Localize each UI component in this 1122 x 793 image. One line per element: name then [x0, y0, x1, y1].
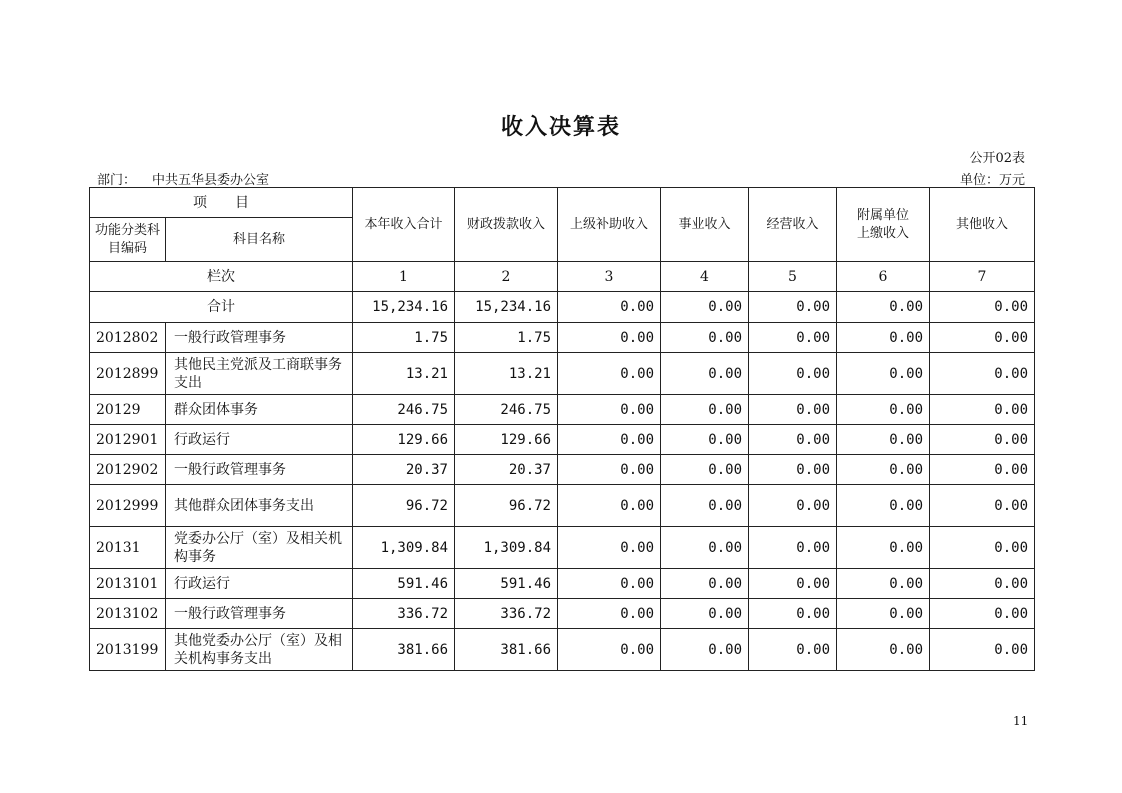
amount-cell: 0.00 — [837, 353, 930, 395]
department-label: 部门： — [97, 173, 137, 188]
amount-cell: 96.72 — [353, 485, 455, 527]
amount-cell: 96.72 — [455, 485, 558, 527]
amount-cell: 0.00 — [661, 527, 749, 569]
table-row — [90, 395, 1035, 425]
amount-cell: 0.00 — [930, 455, 1035, 485]
func-code-cell: 2012901 — [90, 425, 166, 455]
func-code-cell: 2012999 — [90, 485, 166, 527]
func-code-cell: 2012902 — [90, 455, 166, 485]
total-value: 0.00 — [930, 292, 1035, 323]
amount-cell: 0.00 — [749, 599, 837, 629]
amount-cell: 0.00 — [837, 569, 930, 599]
subject-name-cell: 一般行政管理事务 — [166, 455, 353, 485]
subject-name-cell: 党委办公厅（室）及相关机构事务 — [166, 527, 353, 569]
total-label: 合计 — [90, 292, 353, 323]
amount-cell: 0.00 — [837, 425, 930, 455]
amount-cell: 0.00 — [930, 323, 1035, 353]
amount-cell: 0.00 — [749, 455, 837, 485]
amount-cell: 0.00 — [661, 395, 749, 425]
table-row — [90, 629, 1035, 671]
header-total: 本年收入合计 — [353, 188, 455, 262]
amount-cell: 0.00 — [661, 629, 749, 671]
subject-name-cell: 一般行政管理事务 — [166, 599, 353, 629]
table-row — [90, 569, 1035, 599]
table-row — [90, 599, 1035, 629]
amount-cell: 0.00 — [930, 629, 1035, 671]
total-value: 0.00 — [749, 292, 837, 323]
amount-cell: 0.00 — [930, 599, 1035, 629]
amount-cell: 0.00 — [837, 323, 930, 353]
amount-cell: 1,309.84 — [353, 527, 455, 569]
amount-cell: 0.00 — [749, 395, 837, 425]
amount-cell: 0.00 — [661, 599, 749, 629]
table-row — [90, 527, 1035, 569]
table-row — [90, 353, 1035, 395]
header-affiliated: 附属单位上缴收入 — [837, 188, 930, 262]
header-fiscal: 财政拨款收入 — [455, 188, 558, 262]
amount-cell: 381.66 — [353, 629, 455, 671]
amount-cell: 0.00 — [661, 353, 749, 395]
amount-cell: 1.75 — [455, 323, 558, 353]
amount-cell: 0.00 — [749, 425, 837, 455]
amount-cell: 0.00 — [837, 527, 930, 569]
unit-label: 单位：万元 — [959, 173, 1025, 188]
column-number: 4 — [661, 262, 749, 292]
form-number: 公开02表 — [969, 151, 1025, 166]
table-row — [90, 455, 1035, 485]
table-row — [90, 485, 1035, 527]
func-code-cell: 2012802 — [90, 323, 166, 353]
header-other: 其他收入 — [930, 188, 1035, 262]
amount-cell: 0.00 — [558, 425, 661, 455]
amount-cell: 0.00 — [837, 395, 930, 425]
amount-cell: 0.00 — [661, 455, 749, 485]
func-code-cell: 2013102 — [90, 599, 166, 629]
amount-cell: 0.00 — [930, 353, 1035, 395]
amount-cell: 0.00 — [661, 485, 749, 527]
amount-cell: 0.00 — [749, 527, 837, 569]
total-value: 15,234.16 — [455, 292, 558, 323]
amount-cell: 20.37 — [353, 455, 455, 485]
amount-cell: 0.00 — [749, 485, 837, 527]
amount-cell: 0.00 — [558, 599, 661, 629]
column-number-label: 栏次 — [90, 262, 353, 292]
func-code-cell: 2012899 — [90, 353, 166, 395]
amount-cell: 0.00 — [661, 425, 749, 455]
column-number: 3 — [558, 262, 661, 292]
amount-cell: 0.00 — [837, 485, 930, 527]
amount-cell: 0.00 — [558, 527, 661, 569]
amount-cell: 129.66 — [455, 425, 558, 455]
amount-cell: 0.00 — [930, 527, 1035, 569]
func-code-cell: 20131 — [90, 527, 166, 569]
subject-name-cell: 其他民主党派及工商联事务支出 — [166, 353, 353, 395]
subject-name-cell: 一般行政管理事务 — [166, 323, 353, 353]
amount-cell: 246.75 — [353, 395, 455, 425]
amount-cell: 591.46 — [353, 569, 455, 599]
func-code-cell: 2013101 — [90, 569, 166, 599]
amount-cell: 0.00 — [558, 629, 661, 671]
income-statement-table — [89, 187, 1035, 671]
amount-cell: 0.00 — [837, 599, 930, 629]
column-number: 1 — [353, 262, 455, 292]
page-title: 收入决算表 — [500, 114, 621, 140]
total-value: 0.00 — [661, 292, 749, 323]
column-number: 7 — [930, 262, 1035, 292]
column-number: 2 — [455, 262, 558, 292]
column-number: 5 — [749, 262, 837, 292]
subject-name-cell: 行政运行 — [166, 425, 353, 455]
amount-cell: 0.00 — [749, 629, 837, 671]
header-business: 事业收入 — [661, 188, 749, 262]
amount-cell: 336.72 — [455, 599, 558, 629]
amount-cell: 13.21 — [455, 353, 558, 395]
department-line — [97, 169, 269, 188]
amount-cell: 1,309.84 — [455, 527, 558, 569]
amount-cell: 0.00 — [558, 395, 661, 425]
amount-cell: 0.00 — [749, 569, 837, 599]
amount-cell: 0.00 — [930, 425, 1035, 455]
amount-cell: 0.00 — [661, 323, 749, 353]
page-number: 11 — [1013, 714, 1029, 728]
total-value: 0.00 — [558, 292, 661, 323]
header-item: 项 目 — [90, 188, 353, 218]
amount-cell: 0.00 — [930, 569, 1035, 599]
subject-name-cell: 其他群众团体事务支出 — [166, 485, 353, 527]
amount-cell: 336.72 — [353, 599, 455, 629]
amount-cell: 0.00 — [930, 485, 1035, 527]
amount-cell: 0.00 — [837, 629, 930, 671]
amount-cell: 0.00 — [930, 395, 1035, 425]
subject-name-cell: 行政运行 — [166, 569, 353, 599]
func-code-cell: 2013199 — [90, 629, 166, 671]
column-number-row — [90, 262, 1035, 292]
amount-cell: 20.37 — [455, 455, 558, 485]
amount-cell: 1.75 — [353, 323, 455, 353]
amount-cell: 246.75 — [455, 395, 558, 425]
table-row — [90, 323, 1035, 353]
amount-cell: 0.00 — [558, 569, 661, 599]
total-value: 15,234.16 — [353, 292, 455, 323]
amount-cell: 0.00 — [661, 569, 749, 599]
amount-cell: 0.00 — [749, 353, 837, 395]
department-name: 中共五华县委办公室 — [152, 173, 270, 188]
amount-cell: 381.66 — [455, 629, 558, 671]
amount-cell: 0.00 — [837, 455, 930, 485]
amount-cell: 129.66 — [353, 425, 455, 455]
amount-cell: 0.00 — [558, 353, 661, 395]
amount-cell: 0.00 — [558, 455, 661, 485]
header-subsidy: 上级补助收入 — [558, 188, 661, 262]
header-func-code: 功能分类科目编码 — [90, 218, 166, 262]
amount-cell: 0.00 — [749, 323, 837, 353]
func-code-cell: 20129 — [90, 395, 166, 425]
amount-cell: 13.21 — [353, 353, 455, 395]
total-value: 0.00 — [837, 292, 930, 323]
table-row — [90, 425, 1035, 455]
header-subject-name: 科目名称 — [166, 218, 353, 262]
total-row — [90, 292, 1035, 323]
amount-cell: 591.46 — [455, 569, 558, 599]
header-operating: 经营收入 — [749, 188, 837, 262]
amount-cell: 0.00 — [558, 485, 661, 527]
column-number: 6 — [837, 262, 930, 292]
subject-name-cell: 群众团体事务 — [166, 395, 353, 425]
subject-name-cell: 其他党委办公厅（室）及相关机构事务支出 — [166, 629, 353, 671]
amount-cell: 0.00 — [558, 323, 661, 353]
